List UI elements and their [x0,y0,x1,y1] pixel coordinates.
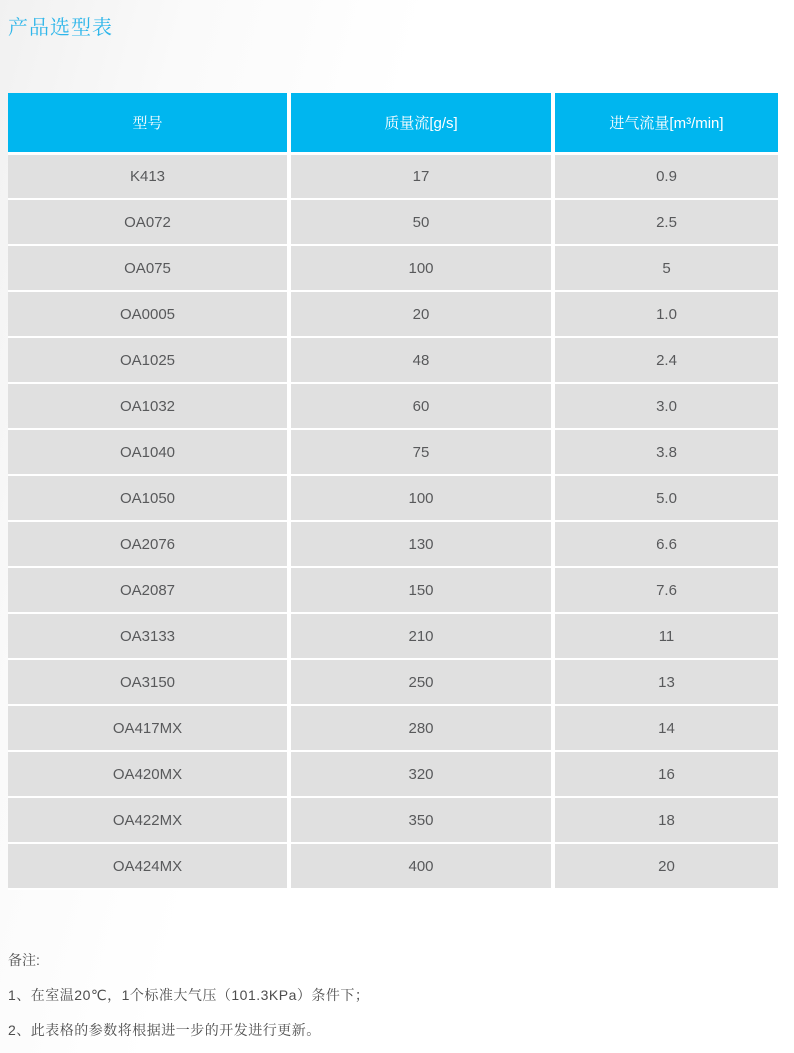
table-cell: OA1032 [8,383,289,429]
table-cell: OA1040 [8,429,289,475]
table-cell: OA0005 [8,291,289,337]
table-cell: 20 [553,843,778,889]
table-cell: 100 [289,245,553,291]
column-header-intake-flow: 进气流量[m³/min] [553,93,778,153]
table-cell: OA2076 [8,521,289,567]
table-header [8,93,778,153]
table-cell: OA422MX [8,797,289,843]
table-cell: 350 [289,797,553,843]
table-cell: 60 [289,383,553,429]
table-cell: OA072 [8,199,289,245]
table-cell: 3.8 [553,429,778,475]
table-cell: 17 [289,153,553,199]
table-cell: OA3133 [8,613,289,659]
table-cell: 0.9 [553,153,778,199]
table-cell: 14 [553,705,778,751]
table-cell: 130 [289,521,553,567]
table-row [8,245,778,291]
table-cell: 100 [289,475,553,521]
table-row [8,797,778,843]
table-cell: 2.4 [553,337,778,383]
table-cell: 50 [289,199,553,245]
column-header-model: 型号 [8,93,289,153]
table-cell: 6.6 [553,521,778,567]
table-cell: 280 [289,705,553,751]
table-cell: 5 [553,245,778,291]
table-cell: OA3150 [8,659,289,705]
table-cell: 320 [289,751,553,797]
table-cell: OA1025 [8,337,289,383]
table-cell: OA2087 [8,567,289,613]
table-row [8,153,778,199]
table-cell: OA424MX [8,843,289,889]
table-header-row [8,93,778,153]
table-body [8,153,778,889]
notes-heading: 备注: [8,952,40,968]
table-cell: 210 [289,613,553,659]
table-cell: 3.0 [553,383,778,429]
table-cell: OA075 [8,245,289,291]
table-row [8,337,778,383]
table-cell: 5.0 [553,475,778,521]
column-header-mass-flow: 质量流[g/s] [289,93,553,153]
table-cell: 1.0 [553,291,778,337]
table-cell: OA417MX [8,705,289,751]
table-row [8,475,778,521]
table-row [8,613,778,659]
product-selection-table [8,93,778,890]
table-row [8,199,778,245]
table-cell: 13 [553,659,778,705]
table-row [8,705,778,751]
notes-section [8,950,369,1053]
table-row [8,521,778,567]
table-cell: 2.5 [553,199,778,245]
table-cell: 16 [553,751,778,797]
table-cell: 11 [553,613,778,659]
table-cell: 150 [289,567,553,613]
page-title: 产品选型表 [8,17,113,39]
table-cell: 48 [289,337,553,383]
table-row [8,751,778,797]
table-cell: 75 [289,429,553,475]
table-row [8,843,778,889]
table-cell: 400 [289,843,553,889]
table-cell: OA1050 [8,475,289,521]
table-row [8,383,778,429]
table-cell: 20 [289,291,553,337]
table-row [8,567,778,613]
note-item-2: 2、此表格的参数将根据进一步的开发进行更新。 [8,1022,321,1038]
table-cell: 18 [553,797,778,843]
table-cell: K413 [8,153,289,199]
table-row [8,291,778,337]
table-row [8,429,778,475]
table-cell: 7.6 [553,567,778,613]
note-item-1: 1、在室温20℃，1个标准大气压（101.3KPa）条件下； [8,987,370,1003]
table-cell: 250 [289,659,553,705]
table-row [8,659,778,705]
table-cell: OA420MX [8,751,289,797]
